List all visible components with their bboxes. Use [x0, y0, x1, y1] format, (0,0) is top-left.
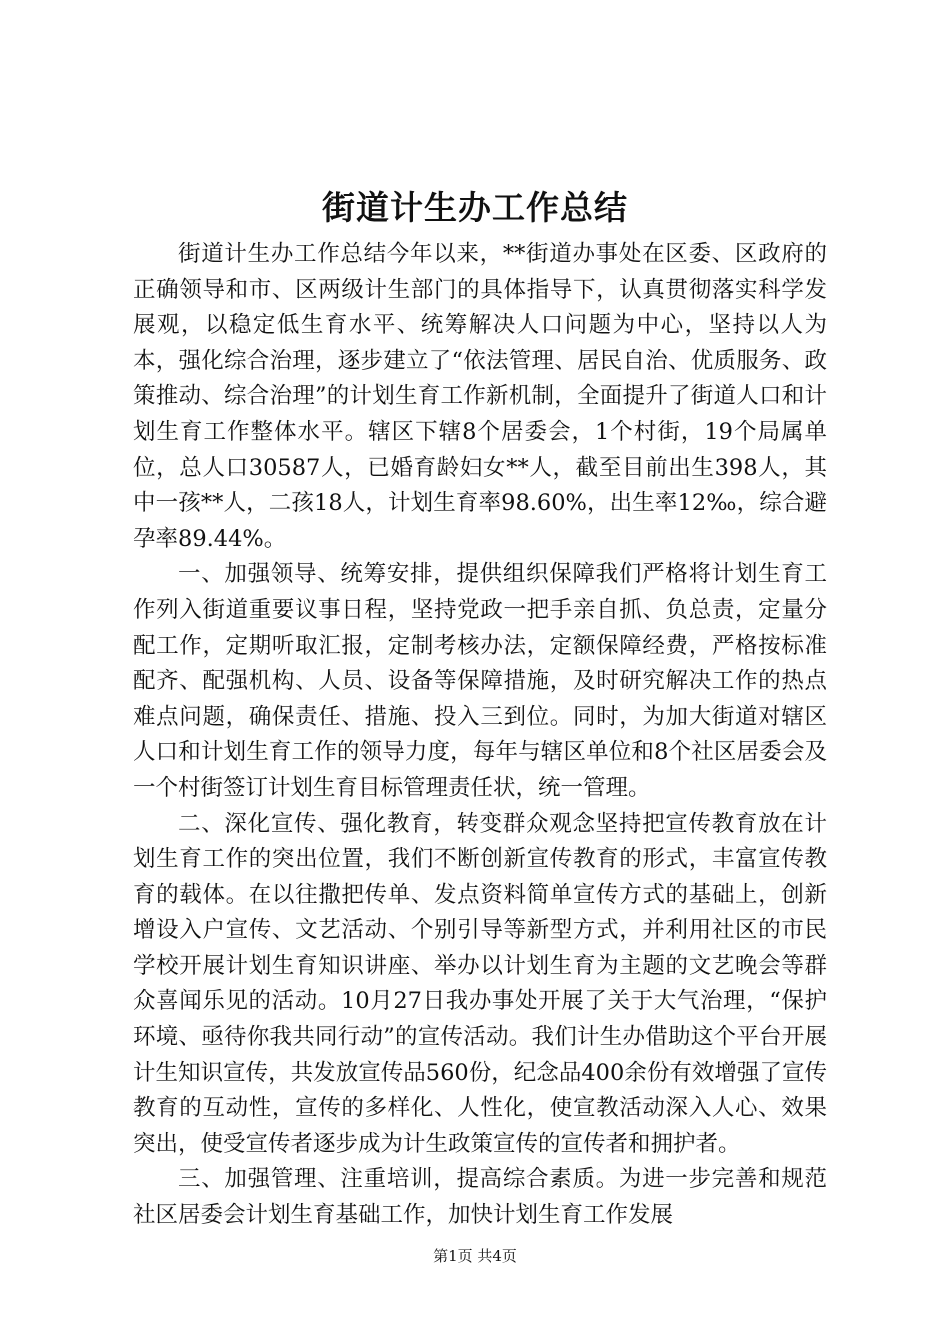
document-body	[133, 237, 827, 1234]
document-title: 街道计生办工作总结	[322, 188, 628, 227]
paragraph-intro: 街道计生办工作总结今年以来，**街道办事处在区委、区政府的正确领导和市、区两级计生部门的具体指导下，认真贯彻落实科学发展观，以稳定低生育水平、统筹解决人口问题为中心，坚持以人为本，强化综合治理，逐步建立了“依法管理、居民自治、优质服务、政策推动、综合治理”的计划生育工作新机制，全面提升了街道人口和计划生育工作整体水平。辖区下辖8个居委会，1个村街，19个局属单位，总人口30587人，已婚育龄妇女**人，截至目前出生398人，其中一孩**人，二孩18人，计划生育率98.60%，出生率12‰，综合避孕率89.44%。	[133, 241, 827, 552]
paragraph-section-3: 三、加强管理、注重培训，提高综合素质。为进一步完善和规范社区居委会计划生育基础工作，加快计划生育工作发展	[133, 1166, 827, 1229]
paragraph-section-1: 一、加强领导、统筹安排，提供组织保障我们严格将计划生育工作列入街道重要议事日程，坚持党政一把手亲自抓、负总责，定量分配工作，定期听取汇报，定制考核办法，定额保障经费，严格按标准配齐、配强机构、人员、设备等保障措施，及时研究解决工作的热点难点问题，确保责任、措施、投入三到位。同时，为加大街道对辖区人口和计划生育工作的领导力度，每年与辖区单位和8个社区居委会及一个村街签订计划生育目标管理责任状，统一管理。	[133, 561, 827, 801]
paragraph-section-2: 二、深化宣传、强化教育，转变群众观念坚持把宣传教育放在计划生育工作的突出位置，我们不断创新宣传教育的形式，丰富宣传教育的载体。在以往撒把传单、发点资料简单宣传方式的基础上，创新增设入户宣传、文艺活动、个别引导等新型方式，并利用社区的市民学校开展计划生育知识讲座、举办以计划生育为主题的文艺晚会等群众喜闻乐见的活动。10月27日我办事处开展了关于大气治理，“保护环境、亟待你我共同行动”的宣传活动。我们计生办借助这个平台开展计生知识宣传，共发放宣传品560份，纪念品400余份有效增强了宣传教育的互动性，宣传的多样化、人性化，使宣教活动深入人心、效果突出，使受宣传者逐步成为计生政策宣传的宣传者和拥护者。	[133, 810, 827, 1157]
page-number-footer: 第1页 共4页	[433, 1247, 517, 1265]
